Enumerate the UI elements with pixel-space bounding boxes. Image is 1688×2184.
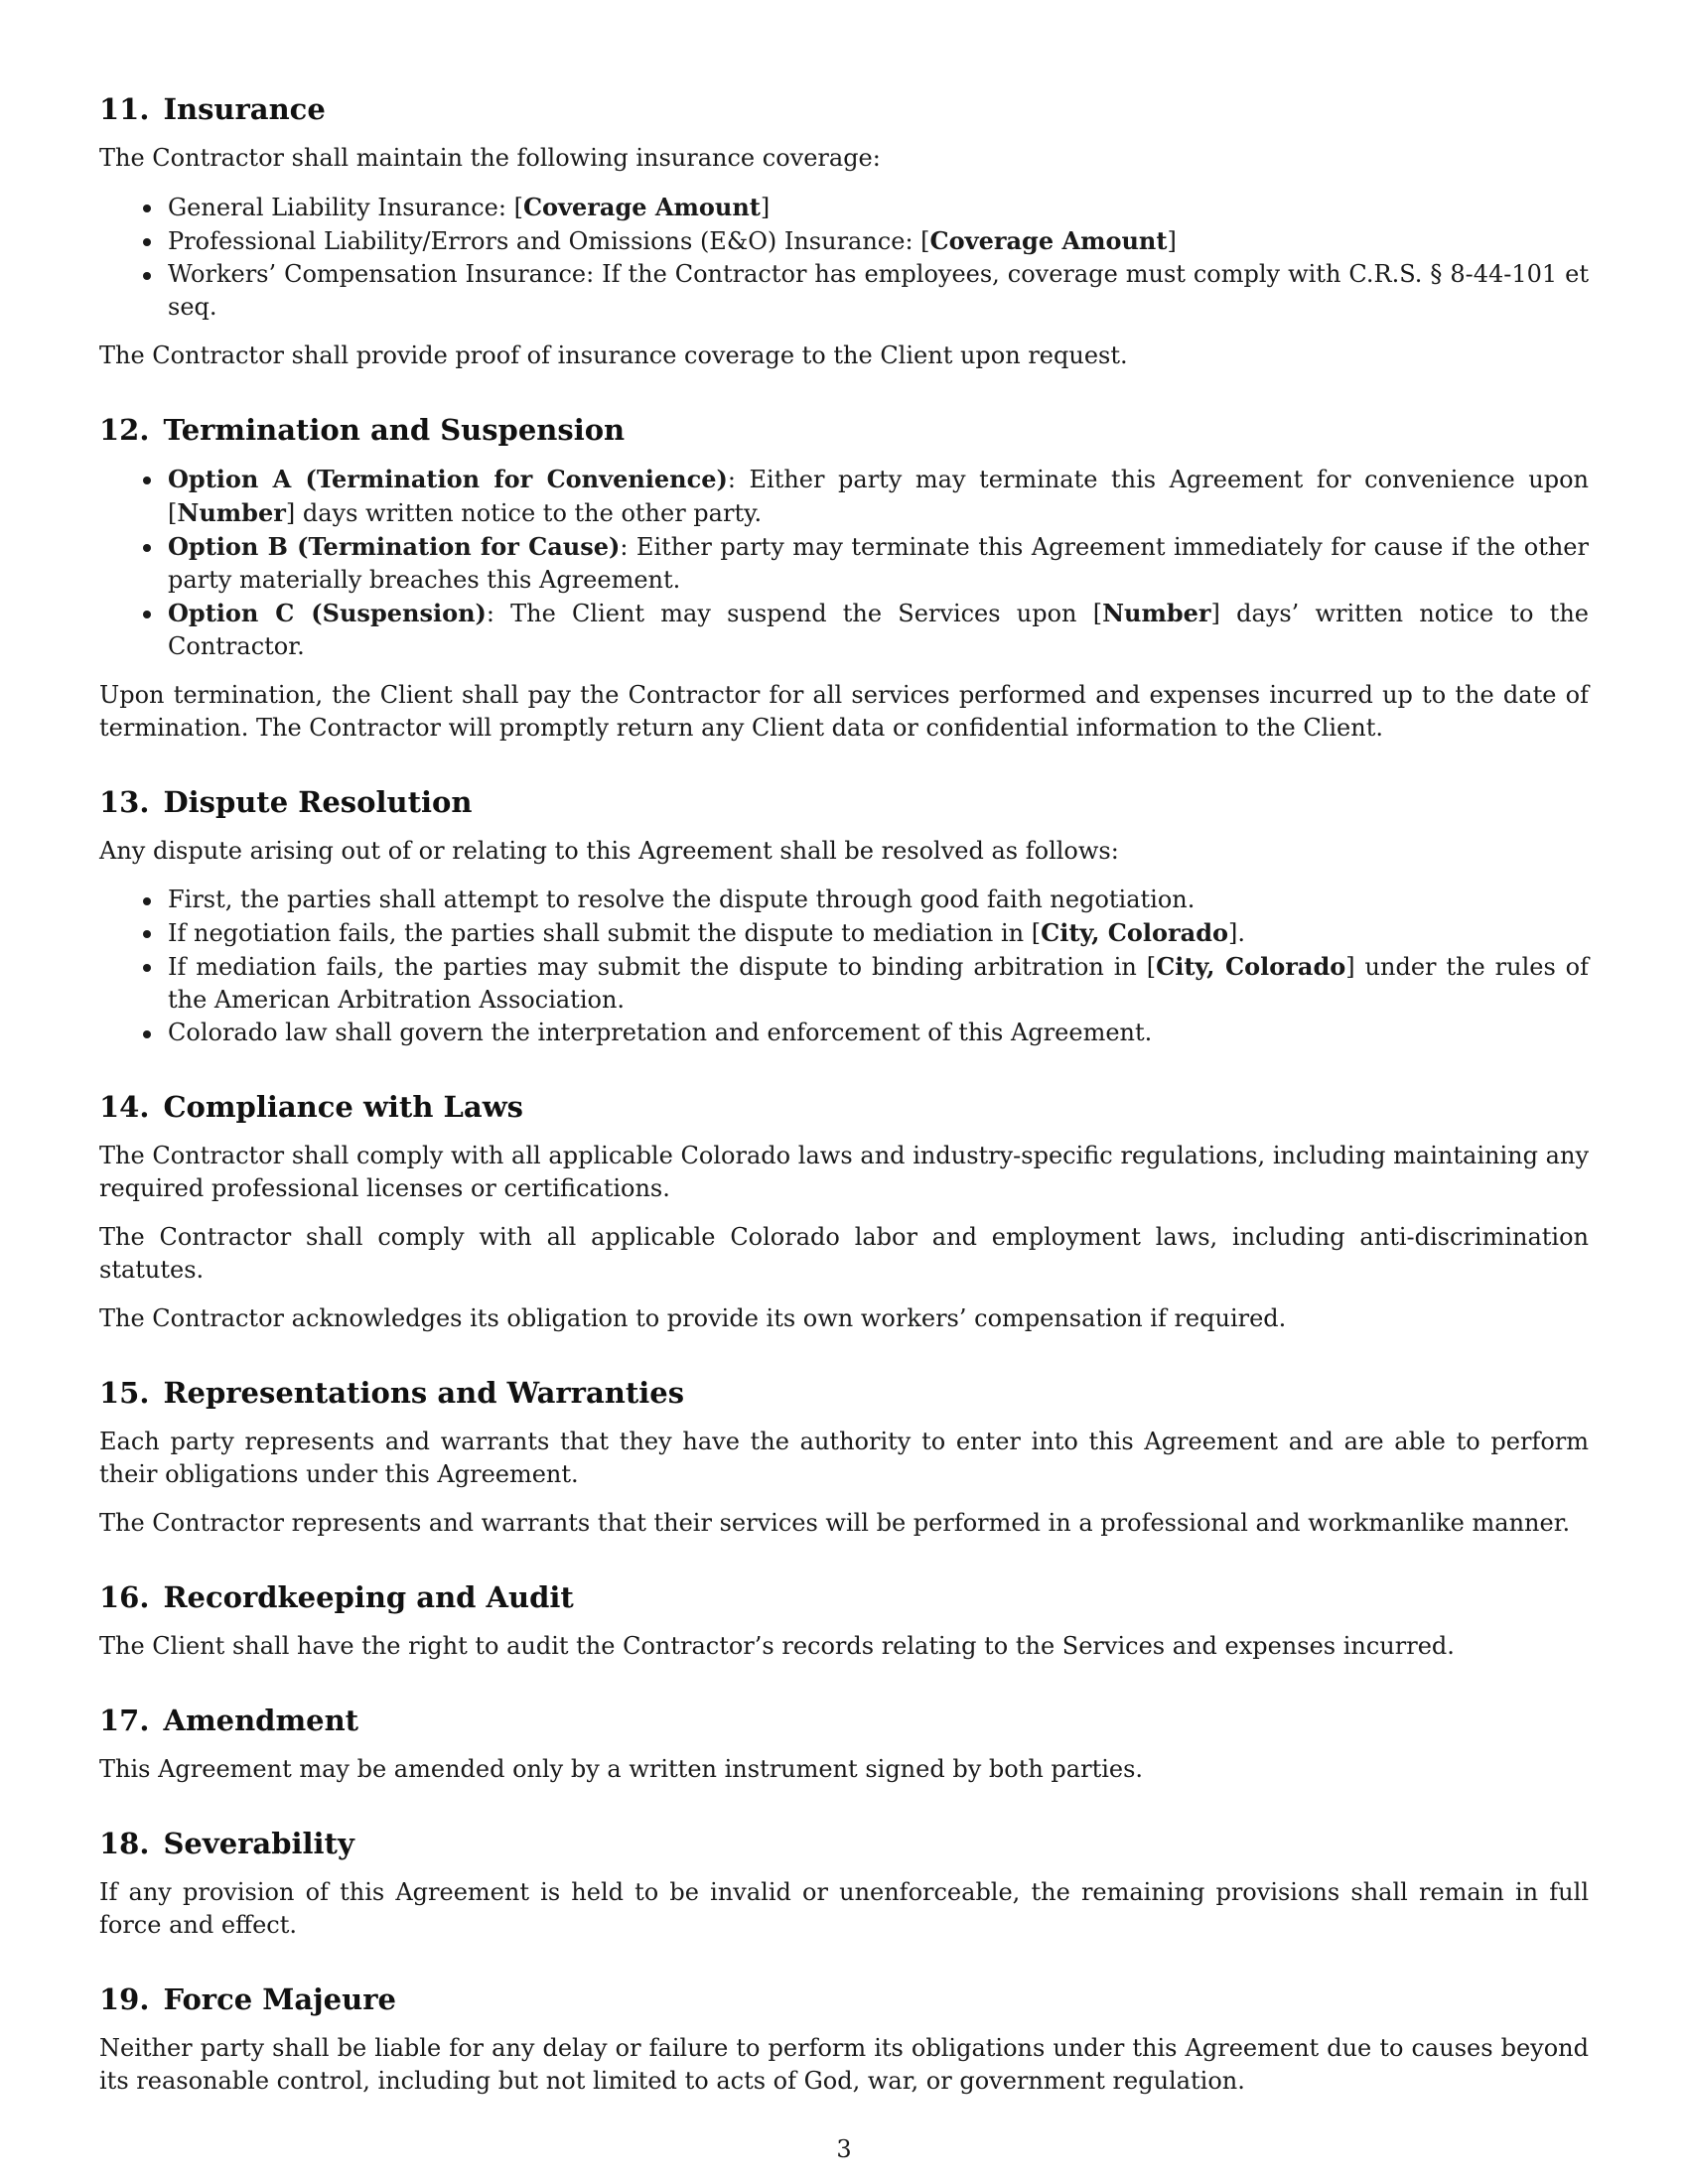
- section-heading: 12. Termination and Suspension: [99, 413, 626, 447]
- section-insurance: [99, 91, 1589, 372]
- paragraph: This Agreement may be amended only by a written instrument signed by both parties.: [99, 1755, 1144, 1783]
- document-page: [99, 91, 1589, 2137]
- paragraph: The Client shall have the right to audit the Contractor’s records relating to the Services and expenses incurred.: [99, 1632, 1455, 1660]
- list-item: Colorado law shall govern the interpretation and enforcement of this Agreement.: [168, 1017, 1589, 1049]
- section-amendment: [99, 1703, 1589, 1786]
- section-heading: 16. Recordkeeping and Audit: [99, 1580, 574, 1614]
- bullet-list: [99, 191, 1589, 324]
- paragraph: The Contractor shall provide proof of insurance coverage to the Client upon request.: [99, 341, 1128, 369]
- paragraph: The Contractor represents and warrants that their services will be performed in a professional and workmanlike manner.: [99, 1509, 1571, 1537]
- section-severability: [99, 1826, 1589, 1942]
- section-recordkeeping: [99, 1579, 1589, 1663]
- section-compliance: [99, 1089, 1589, 1335]
- list-item: If negotiation fails, the parties shall submit the dispute to mediation in [City, Colorado].: [168, 916, 1589, 950]
- section-heading: 11. Insurance: [99, 92, 326, 126]
- paragraph: Each party represents and warrants that they have the authority to enter into this Agreement and are able to perform their obligations under this Agreement.: [99, 1428, 1589, 1488]
- list-item: General Liability Insurance: [Coverage Amount]: [168, 191, 1589, 224]
- section-heading: 15. Representations and Warranties: [99, 1376, 685, 1410]
- list-item: Professional Liability/Errors and Omissions (E&O) Insurance: [Coverage Amount]: [168, 224, 1589, 258]
- list-item: Workers’ Compensation Insurance: If the Contractor has employees, coverage must comply with C.R.S. § 8-44-101 et seq.: [168, 258, 1589, 324]
- section-representations: [99, 1375, 1589, 1540]
- paragraph: Neither party shall be liable for any delay or failure to perform its obligations under this Agreement due to causes beyond its reasonable control, including but not limited to acts of God, war, or government regulation.: [99, 2034, 1589, 2095]
- paragraph: The Contractor shall comply with all applicable Colorado labor and employment laws, including anti-discrimination statutes.: [99, 1223, 1589, 1284]
- paragraph: Upon termination, the Client shall pay the Contractor for all services performed and expenses incurred up to the date of termination. The Contractor will promptly return any Client data or confidential information to the Client.: [99, 681, 1589, 742]
- paragraph: Any dispute arising out of or relating to this Agreement shall be resolved as follows:: [99, 837, 1119, 865]
- section-force-majeure: [99, 1981, 1589, 2098]
- section-heading: 14. Compliance with Laws: [99, 1090, 523, 1124]
- section-heading: 19. Force Majeure: [99, 1982, 396, 2016]
- section-dispute-resolution: [99, 784, 1589, 1049]
- list-item: First, the parties shall attempt to resolve the dispute through good faith negotiation.: [168, 884, 1589, 916]
- paragraph: If any provision of this Agreement is held to be invalid or unenforceable, the remaining provisions shall remain in full force and effect.: [99, 1878, 1589, 1939]
- bullet-list: [99, 463, 1589, 663]
- section-termination: [99, 412, 1589, 745]
- page-number: 3: [836, 2135, 852, 2163]
- list-item: Option B (Termination for Cause): Either party may terminate this Agreement immediately for cause if the other party materially breaches this Agreement.: [168, 530, 1589, 597]
- list-item: If mediation fails, the parties may submit the dispute to binding arbitration in [City, Colorado] under the rules of the American Arbitration Association.: [168, 950, 1589, 1017]
- bullet-list: [99, 884, 1589, 1049]
- section-heading: 13. Dispute Resolution: [99, 785, 473, 819]
- paragraph: The Contractor shall comply with all applicable Colorado laws and industry-specific regulations, including maintaining any required professional licenses or certifications.: [99, 1142, 1589, 1202]
- list-item: Option C (Suspension): The Client may suspend the Services upon [Number] days’ written notice to the Contractor.: [168, 597, 1589, 663]
- section-heading: 17. Amendment: [99, 1704, 359, 1737]
- list-item: Option A (Termination for Convenience): Either party may terminate this Agreement for convenience upon [Number] days written notice to the other party.: [168, 463, 1589, 530]
- paragraph: The Contractor shall maintain the following insurance coverage:: [99, 144, 881, 172]
- paragraph: The Contractor acknowledges its obligation to provide its own workers’ compensation if required.: [99, 1304, 1287, 1332]
- section-heading: 18. Severability: [99, 1827, 354, 1860]
